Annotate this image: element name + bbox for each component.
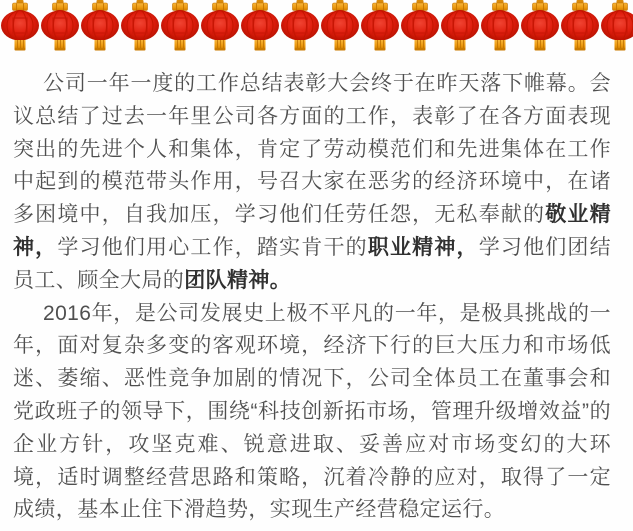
lantern-icon: [240, 0, 280, 52]
lantern-icon: [360, 0, 400, 52]
lantern-icon: [600, 0, 633, 52]
lantern-banner: [0, 0, 633, 52]
bold-text-run: 团队精神。: [184, 268, 292, 292]
lantern-icon: [560, 0, 600, 52]
lantern-icon: [80, 0, 120, 52]
text-run: 公司一年一度的工作总结表彰大会终于在昨天落下帷幕。会议总结了过去一年里公司各方面的工作，表彰了在各方面表现突出的先进个人和集体，肯定了劳动模范们和先进集体在工作中起到的模范带头作用，号召大家在恶劣的经济环境中，在诸多困境中，自我加压，学习他们任劳任怨，无私奉献的: [13, 72, 611, 227]
lantern-icon: [480, 0, 520, 52]
lantern-icon: [0, 0, 40, 52]
text-run: 学习他们团结员工、顾全大局的: [13, 235, 611, 292]
bold-text-run: 敬业精神，: [13, 203, 611, 259]
lantern-icon: [440, 0, 480, 52]
bold-text-run: 职业精神，: [367, 235, 479, 259]
text-run: 2016年，是公司发展史上极不平凡的一年，是极具挑战的一年，面对复杂多变的客观环境，经济下行的巨大压力和市场低迷、萎缩、恶性竞争加剧的情况下，公司全体员工在董事会和党政班子的领导下，围绕“科技创新拓市场，管理升级增效益”的企业方针，攻坚克难、锐意进取、妥善应对市场变幻的大环境，适时调整经营思路和策略，沉着冷静的应对，取得了一定成绩，基本止住下滑趋势，实现生产经营稳定运行。: [13, 301, 611, 522]
article-body: [0, 68, 633, 527]
lantern-icon: [120, 0, 160, 52]
lantern-icon: [200, 0, 240, 52]
lantern-icon: [320, 0, 360, 52]
lantern-icon: [160, 0, 200, 52]
lantern-icon: [40, 0, 80, 52]
paragraph-1: [13, 68, 611, 298]
lantern-icon: [280, 0, 320, 52]
lantern-icon: [520, 0, 560, 52]
paragraph-2: [13, 298, 611, 528]
lantern-icon: [400, 0, 440, 52]
text-run: 学习他们用心工作，踏实肯干的: [57, 235, 368, 259]
